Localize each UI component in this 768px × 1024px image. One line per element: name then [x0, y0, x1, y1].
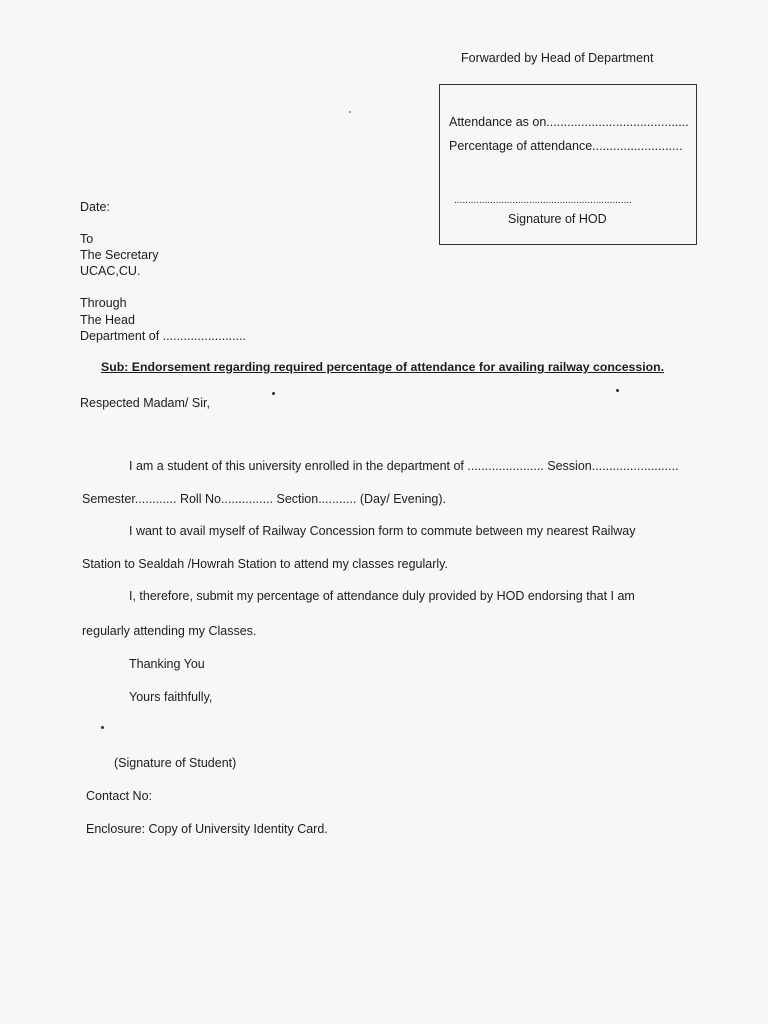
forwarded-by-heading: Forwarded by Head of Department	[461, 51, 654, 65]
student-signature-label: (Signature of Student)	[114, 756, 237, 770]
salutation: Respected Madam/ Sir,	[80, 396, 210, 410]
body-line-5: I, therefore, submit my percentage of attendance duly provided by HOD endorsing that I am	[129, 589, 635, 603]
percentage-of-attendance-field: Percentage of attendance..........................	[449, 139, 683, 153]
through-department: Department of ........................	[80, 329, 247, 343]
closing-yours-faithfully: Yours faithfully,	[129, 690, 213, 704]
body-line-6: regularly attending my Classes.	[82, 624, 257, 638]
address-to: To	[80, 232, 94, 246]
body-line-2: Semester............ Roll No............... Section........... (Day/ Evening).	[82, 492, 447, 506]
hod-signature-line: ................................................................	[454, 195, 632, 206]
contact-number-label: Contact No:	[86, 789, 153, 803]
scan-speck	[616, 389, 619, 392]
through-head: The Head	[80, 313, 135, 327]
body-line-1: I am a student of this university enrolled in the department of ...................... Session.........................	[129, 459, 679, 473]
closing-thanks: Thanking You	[129, 657, 205, 671]
through-label: Through	[80, 296, 127, 310]
body-line-3: I want to avail myself of Railway Concession form to commute between my nearest Railway	[129, 524, 636, 538]
body-line-4: Station to Sealdah /Howrah Station to attend my classes regularly.	[82, 557, 448, 571]
hod-endorsement-box	[439, 84, 697, 245]
attendance-as-on-field: Attendance as on.........................................	[449, 115, 689, 129]
address-ucac: UCAC,CU.	[80, 264, 141, 278]
scan-speck	[272, 392, 275, 395]
scan-speck	[349, 111, 351, 113]
hod-signature-label: Signature of HOD	[508, 212, 607, 226]
enclosure-line: Enclosure: Copy of University Identity Card.	[86, 822, 328, 836]
scan-speck	[101, 726, 104, 729]
subject-line: Sub: Endorsement regarding required percentage of attendance for availing railway concession.	[101, 360, 665, 374]
address-secretary: The Secretary	[80, 248, 159, 262]
date-label: Date:	[80, 200, 110, 214]
